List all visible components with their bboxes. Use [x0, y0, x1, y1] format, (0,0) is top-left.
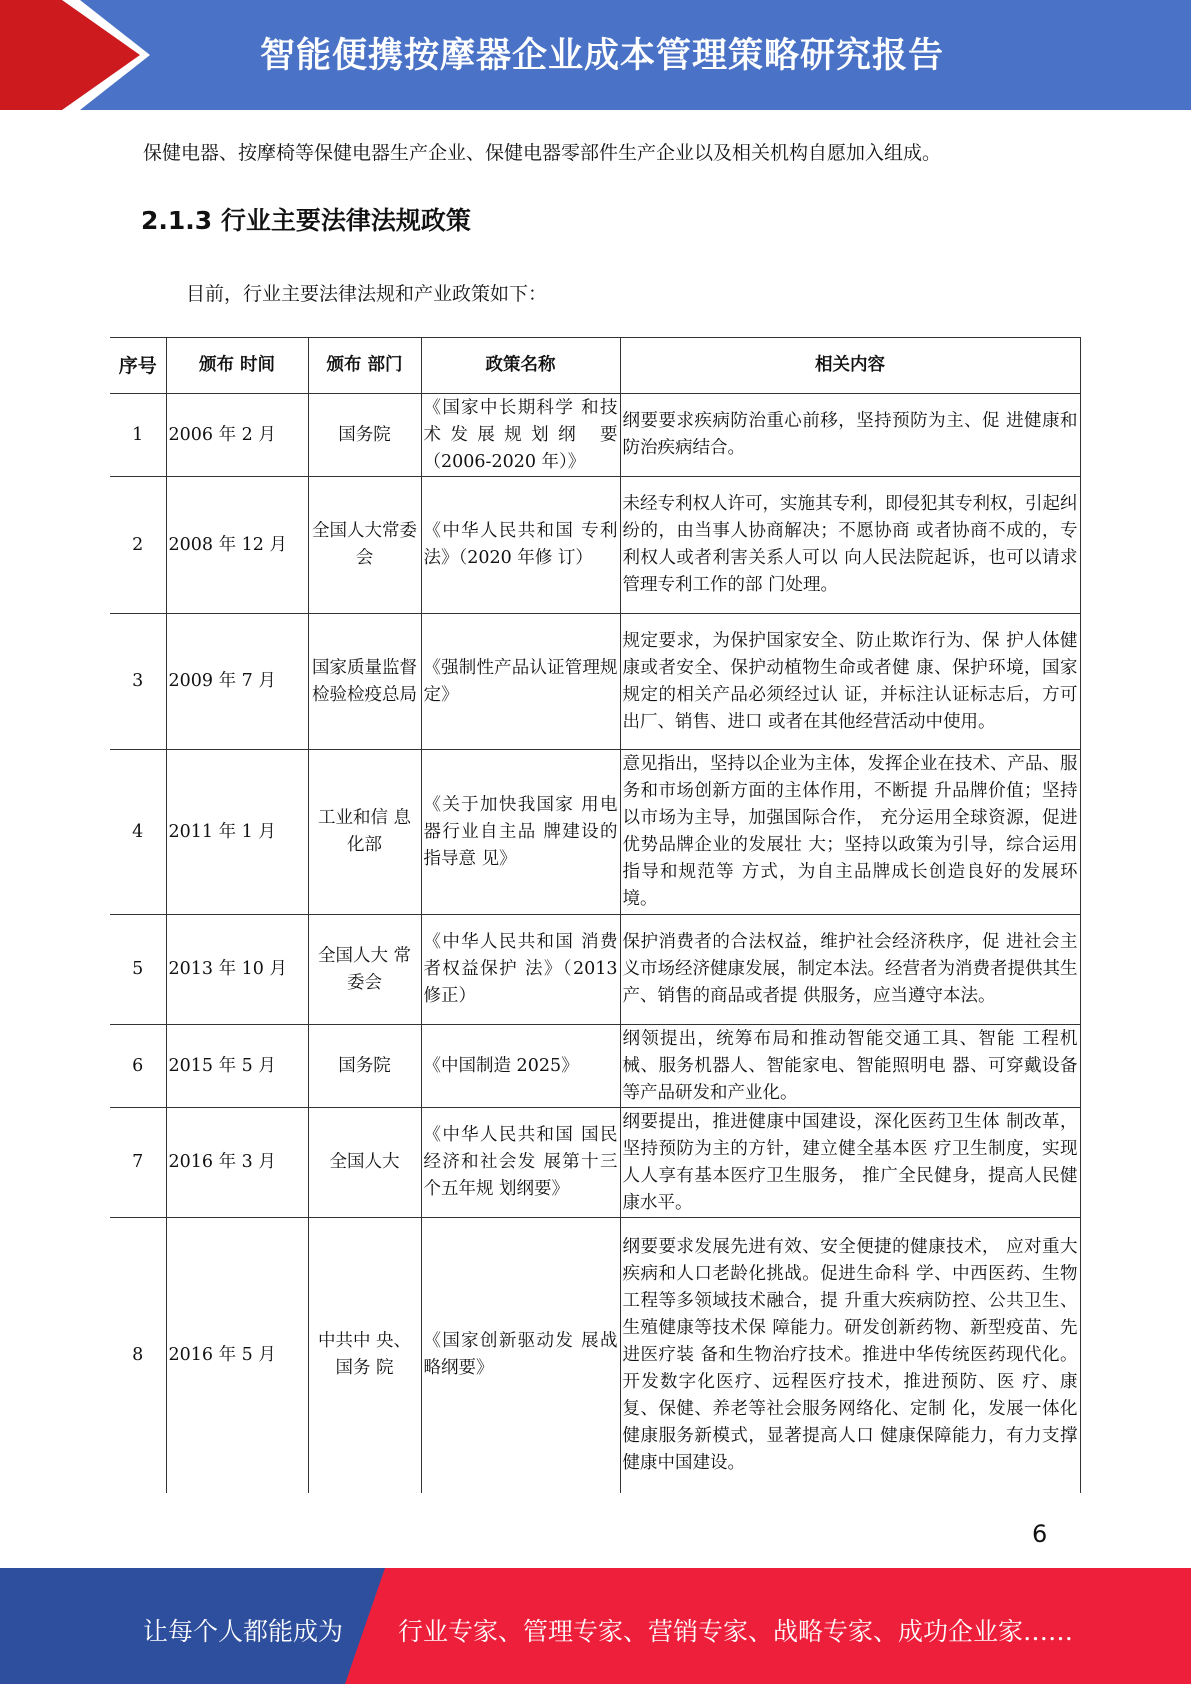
table-row — [110, 477, 1080, 614]
cell-dept: 全国人大 常委会 — [308, 915, 421, 1025]
cell-dept: 全国人大 — [308, 1108, 421, 1218]
cell-time: 2013 年 10 月 — [166, 915, 308, 1025]
header-red-arrow-shape — [0, 0, 160, 110]
table-row — [110, 915, 1080, 1025]
cell-content: 纲要要求疾病防治重心前移，坚持预防为主、促 进健康和防治疾病结合。 — [620, 394, 1080, 477]
cell-no: 6 — [110, 1025, 166, 1108]
cell-content: 保护消费者的合法权益，维护社会经济秩序，促 进社会主义市场经济健康发展，制定本法。经营者为消费者提供其生产、销售的商品或者提 供服务，应当遵守本法。 — [620, 915, 1080, 1025]
header-time: 颁布 时间 — [166, 338, 308, 394]
cell-name: 《中华人民共和国 消费者权益保护 法》（2013 修正） — [421, 915, 620, 1025]
cell-no: 1 — [110, 394, 166, 477]
lead-paragraph: 目前，行业主要法律法规和产业政策如下： — [186, 283, 548, 305]
cell-time: 2006 年 2 月 — [166, 394, 308, 477]
cell-dept: 国家质量监督检验检疫总局 — [308, 614, 421, 750]
page-header — [0, 0, 1191, 110]
cell-content: 规定要求，为保护国家安全、防止欺诈行为、保 护人体健康或者安全、保护动植物生命或者健 康、保护环境，国家规定的相关产品必须经过认 证，并标注认证标志后，方可出厂、销售、进口 或者在其他经营活动中使用。 — [620, 614, 1080, 750]
table-row — [110, 1108, 1080, 1218]
table-row — [110, 394, 1080, 477]
page-footer — [0, 1568, 1191, 1684]
cell-content: 意见指出，坚持以企业为主体，发挥企业在技术、产品、服务和市场创新方面的主体作用，不断提 升品牌价值；坚持以市场为主导，加强国际合作， 充分运用全球资源，促进优势品牌企业的发展壮 大；坚持以政策为引导，综合运用指导和规范等 方式，为自主品牌成长创造良好的发展环境。 — [620, 750, 1080, 915]
footer-slogan-left: 让每个人都能成为 — [143, 1617, 344, 1646]
table-row — [110, 614, 1080, 750]
section-heading: 2.1.3 行业主要法律法规政策 — [141, 206, 471, 235]
cell-time: 2009 年 7 月 — [166, 614, 308, 750]
table-header-row — [110, 338, 1080, 394]
cell-dept: 中共中 央、国务 院 — [308, 1218, 421, 1493]
cell-name: 《国家中长期科学 和技术发展规划纲 要（2006-2020 年）》 — [421, 394, 620, 477]
table-row — [110, 1218, 1080, 1493]
cell-name: 《关于加快我国家 用电器行业自主品 牌建设的指导意 见》 — [421, 750, 620, 915]
cell-dept: 全国人大常委会 — [308, 477, 421, 614]
cell-dept: 国务院 — [308, 394, 421, 477]
header-content: 相关内容 — [620, 338, 1080, 394]
cell-no: 7 — [110, 1108, 166, 1218]
cell-dept: 国务院 — [308, 1025, 421, 1108]
cell-no: 4 — [110, 750, 166, 915]
table-row — [110, 750, 1080, 915]
cell-no: 2 — [110, 477, 166, 614]
page-number: 6 — [1032, 1520, 1048, 1548]
header-dept: 颁布 部门 — [308, 338, 421, 394]
cell-no: 5 — [110, 915, 166, 1025]
footer-slogan-right: 行业专家、管理专家、营销专家、战略专家、成功企业家…… — [398, 1617, 1074, 1646]
cell-content: 未经专利权人许可，实施其专利，即侵犯其专利权，引起纠纷的，由当事人协商解决；不愿协商 或者协商不成的，专利权人或者利害关系人可以 向人民法院起诉，也可以请求管理专利工作的部 门处理。 — [620, 477, 1080, 614]
cell-no: 3 — [110, 614, 166, 750]
cell-name: 《国家创新驱动发 展战略纲要》 — [421, 1218, 620, 1493]
cell-time: 2016 年 3 月 — [166, 1108, 308, 1218]
table-row — [110, 1025, 1080, 1108]
policy-table — [110, 337, 1081, 1493]
header-no: 序号 — [110, 338, 166, 394]
cell-dept: 工业和信 息化部 — [308, 750, 421, 915]
cell-name: 《中华人民共和国 国民经济和社会发 展第十三个五年规 划纲要》 — [421, 1108, 620, 1218]
cell-time: 2015 年 5 月 — [166, 1025, 308, 1108]
cell-time: 2016 年 5 月 — [166, 1218, 308, 1493]
header-name: 政策名称 — [421, 338, 620, 394]
report-title: 智能便携按摩器企业成本管理策略研究报告 — [260, 36, 945, 76]
cell-time: 2008 年 12 月 — [166, 477, 308, 614]
intro-paragraph: 保健电器、按摩椅等保健电器生产企业、保健电器零部件生产企业以及相关机构自愿加入组成。 — [143, 142, 942, 164]
cell-content: 纲要要求发展先进有效、安全便捷的健康技术， 应对重大疾病和人口老龄化挑战。促进生命科 学、中西医药、生物工程等多领域技术融合，提 升重大疾病防控、公共卫生、生殖健康等技术保 障能力。研发创新药物、新型疫苗、先进医疗装 备和生物治疗技术。推进中华传统医药现代化。 开发数字化医疗、远程医疗技术，推进预防、医 疗、康复、保健、养老等社会服务网络化、定制 化，发展一体化健康服务新模式，显著提高人口 健康保障能力，有力支撑健康中国建设。 — [620, 1218, 1080, 1493]
cell-name: 《强制性产品认证管理规定》 — [421, 614, 620, 750]
cell-name: 《中国制造 2025》 — [421, 1025, 620, 1108]
cell-time: 2011 年 1 月 — [166, 750, 308, 915]
cell-content: 纲领提出，统筹布局和推动智能交通工具、智能 工程机械、服务机器人、智能家电、智能照明电 器、可穿戴设备等产品研发和产业化。 — [620, 1025, 1080, 1108]
cell-name: 《中华人民共和国 专利法》（2020 年修 订） — [421, 477, 620, 614]
cell-no: 8 — [110, 1218, 166, 1493]
cell-content: 纲要提出，推进健康中国建设，深化医药卫生体 制改革，坚持预防为主的方针，建立健全基本医 疗卫生制度，实现人人享有基本医疗卫生服务， 推广全民健身，提高人民健康水平。 — [620, 1108, 1080, 1218]
